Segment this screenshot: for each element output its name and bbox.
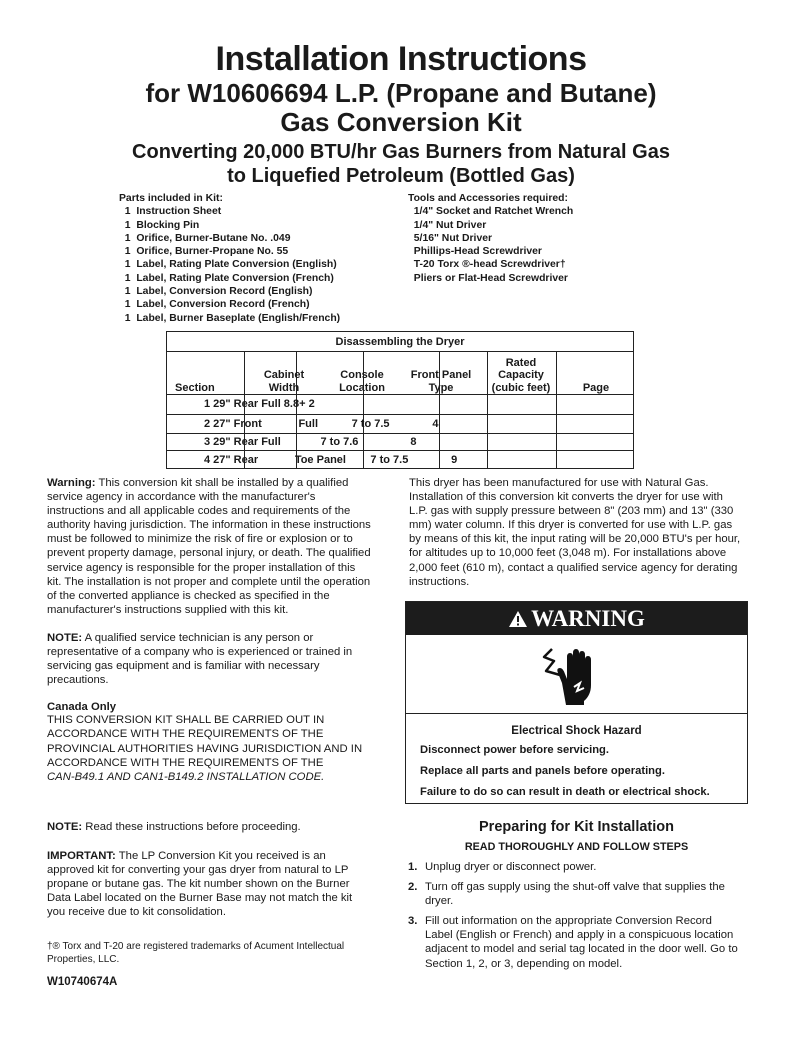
list-item: Pliers or Flat-Head Screwdriver	[408, 272, 568, 284]
canada-text: THIS CONVERSION KIT SHALL BE CARRIED OUT IN ACCORDANCE WITH THE REQUIREMENTS OF THE PROVINCIAL AUTHORITIES HAVING JURISDICTION AND IN ACCORDANCE WITH THE REQUIREMENTS OF THE	[47, 714, 363, 769]
note-text: Read these instructions before proceeding.	[85, 821, 301, 833]
warning-paragraph	[47, 476, 371, 617]
left-column	[47, 476, 371, 784]
prep-heading: Preparing for Kit Installation	[479, 819, 674, 835]
document-number: W10740674A	[47, 976, 118, 988]
list-item: T-20 Torx ®-head Screwdriver†	[408, 259, 566, 271]
trademark-footnote: †® Torx and T-20 are registered trademarks of Acument Intellectual Properties, LLC.	[47, 941, 345, 965]
column-header-console-location: Console Location	[339, 369, 385, 394]
step-number: 3.	[408, 915, 418, 928]
section-heading-line-1: Converting 20,000 BTU/hr Gas Burners from Natural Gas	[132, 141, 670, 163]
canada-code: CAN-B49.1 AND CAN1-B149.2 INSTALLATION CODE.	[47, 770, 325, 783]
table-caption: Disassembling the Dryer	[167, 332, 633, 352]
list-item: Phillips-Head Screwdriver	[408, 246, 542, 258]
parts-heading: Parts included in Kit:	[119, 193, 223, 204]
table-row: 2 27" Front Full 7 to 7.5 4	[204, 418, 439, 430]
electric-shock-hand-icon	[540, 643, 602, 709]
list-item: 1 Orifice, Burner-Butane No. .049	[119, 232, 291, 244]
prep-subheading: READ THOROUGHLY AND FOLLOW STEPS	[464, 841, 689, 853]
list-item: 1 Label, Conversion Record (French)	[119, 299, 310, 311]
column-header-cabinet-width: Cabinet Width	[263, 369, 305, 394]
alert-triangle-icon	[508, 610, 528, 628]
step-text: Unplug dryer or disconnect power.	[425, 861, 597, 873]
section-heading-line-2: to Liquefied Petroleum (Bottled Gas)	[227, 165, 575, 187]
important-paragraph	[47, 849, 371, 919]
list-item: 1 Instruction Sheet	[119, 206, 222, 218]
page-subtitle-line-1: for W10606694 L.P. (Propane and Butane)	[145, 78, 657, 108]
note-text: A qualified service technician is any person or representative of a company who is experienced or trained in servicing gas equipment and is familiar with necessary precautions.	[47, 631, 353, 687]
tools-heading: Tools and Accessories required:	[408, 193, 568, 204]
important-label: IMPORTANT:	[47, 850, 116, 862]
tools-list	[408, 192, 668, 285]
table-row: 4 27" Rear Toe Panel 7 to 7.5 9	[204, 454, 458, 466]
list-item	[406, 860, 742, 874]
prep-steps	[406, 860, 742, 977]
column-header-rated-capacity: Rated Capacity (cubic feet)	[491, 356, 551, 394]
list-item	[406, 880, 742, 908]
parts-list	[119, 192, 399, 325]
table-row: 3 29" Rear Full 7 to 7.6 8	[204, 436, 417, 448]
step-number: 1.	[408, 861, 418, 873]
column-header-page: Page	[582, 381, 610, 394]
intro-paragraph: This dryer has been manufactured for use with Natural Gas. Installation of this conversion kit converts the dryer for use with L.P. gas with supply pressure between 8" (203 mm) and 13" (330 mm) water column. If this dryer is converted for use with L.P. gas by means of this kit, the input rating will be 20,000 BTU's per hour, for altitudes up to 10,000 feet (3,048 m). For installations above 2,000 feet (610 m), contact a qualified service agency for derating instructions.	[409, 477, 741, 588]
warning-line: Disconnect power before servicing.	[420, 744, 609, 756]
canada-heading: Canada Only	[47, 701, 117, 714]
step-number: 2.	[408, 881, 418, 894]
step-text: Fill out information on the appropriate Conversion Record Label (English or French) and apply in a conspicuous location adjacent to model and serial tag located in the door well. Go to Section 1, 2, or 3, depending on model.	[425, 915, 738, 970]
list-item: 1 Label, Rating Plate Conversion (English)	[119, 259, 337, 271]
warning-text: This conversion kit shall be installed by a qualified service agency in accordance with the manufacturer's instructions and all applicable codes and requirements of the authority having jurisdiction. The information in these instructions must be followed to minimize the risk of fire or explosion or to prevent property damage, personal injury, or death. The qualified service agency is responsible for the proper installation of this kit. The installation is not proper and complete until the operation of the converted appliance is checked as specified in the manufacturer's instructions supplied with this kit.	[47, 477, 371, 616]
warning-box	[405, 601, 748, 804]
list-item: 1/4" Socket and Ratchet Wrench	[408, 206, 574, 218]
warning-title: WARNING	[531, 605, 645, 631]
column-header-front-panel-type: Front Panel Type	[410, 369, 472, 394]
list-item	[406, 914, 742, 970]
list-item: 1/4" Nut Driver	[408, 219, 487, 231]
note-read-first	[47, 820, 371, 834]
page-subtitle-line-2: Gas Conversion Kit	[280, 107, 522, 137]
warning-header	[406, 602, 747, 635]
step-text: Turn off gas supply using the shut-off valve that supplies the dryer.	[425, 881, 725, 908]
list-item: 1 Label, Rating Plate Conversion (French)	[119, 272, 334, 284]
note-label: NOTE:	[47, 821, 83, 833]
list-item: 5/16" Nut Driver	[408, 232, 493, 244]
list-item: 1 Blocking Pin	[119, 219, 200, 231]
hazard-title: Electrical Shock Hazard	[511, 725, 642, 737]
list-item: 1 Orifice, Burner-Propane No. 55	[119, 246, 289, 258]
list-item: 1 Label, Burner Baseplate (English/French)	[119, 312, 341, 324]
note-label: NOTE:	[47, 631, 83, 644]
column-header-section: Section	[175, 381, 215, 394]
warning-line: Failure to do so can result in death or electrical shock.	[420, 786, 710, 798]
table-row: 1 29" Rear Full 8.8+ 2	[204, 398, 315, 410]
page-title: Installation Instructions	[215, 40, 587, 78]
warning-line: Replace all parts and panels before operating.	[420, 765, 665, 777]
list-item: 1 Label, Conversion Record (English)	[119, 286, 313, 298]
note-paragraph	[47, 631, 371, 687]
important-text: The LP Conversion Kit you received is an approved kit for converting your gas dryer from natural to LP propane or butane gas. The kit number shown on the Burner Data Label located on the Burner Base may not match the kit you receive due to kit consolidation.	[47, 850, 353, 919]
warning-label: Warning:	[47, 477, 96, 489]
disassembly-table	[166, 331, 634, 469]
